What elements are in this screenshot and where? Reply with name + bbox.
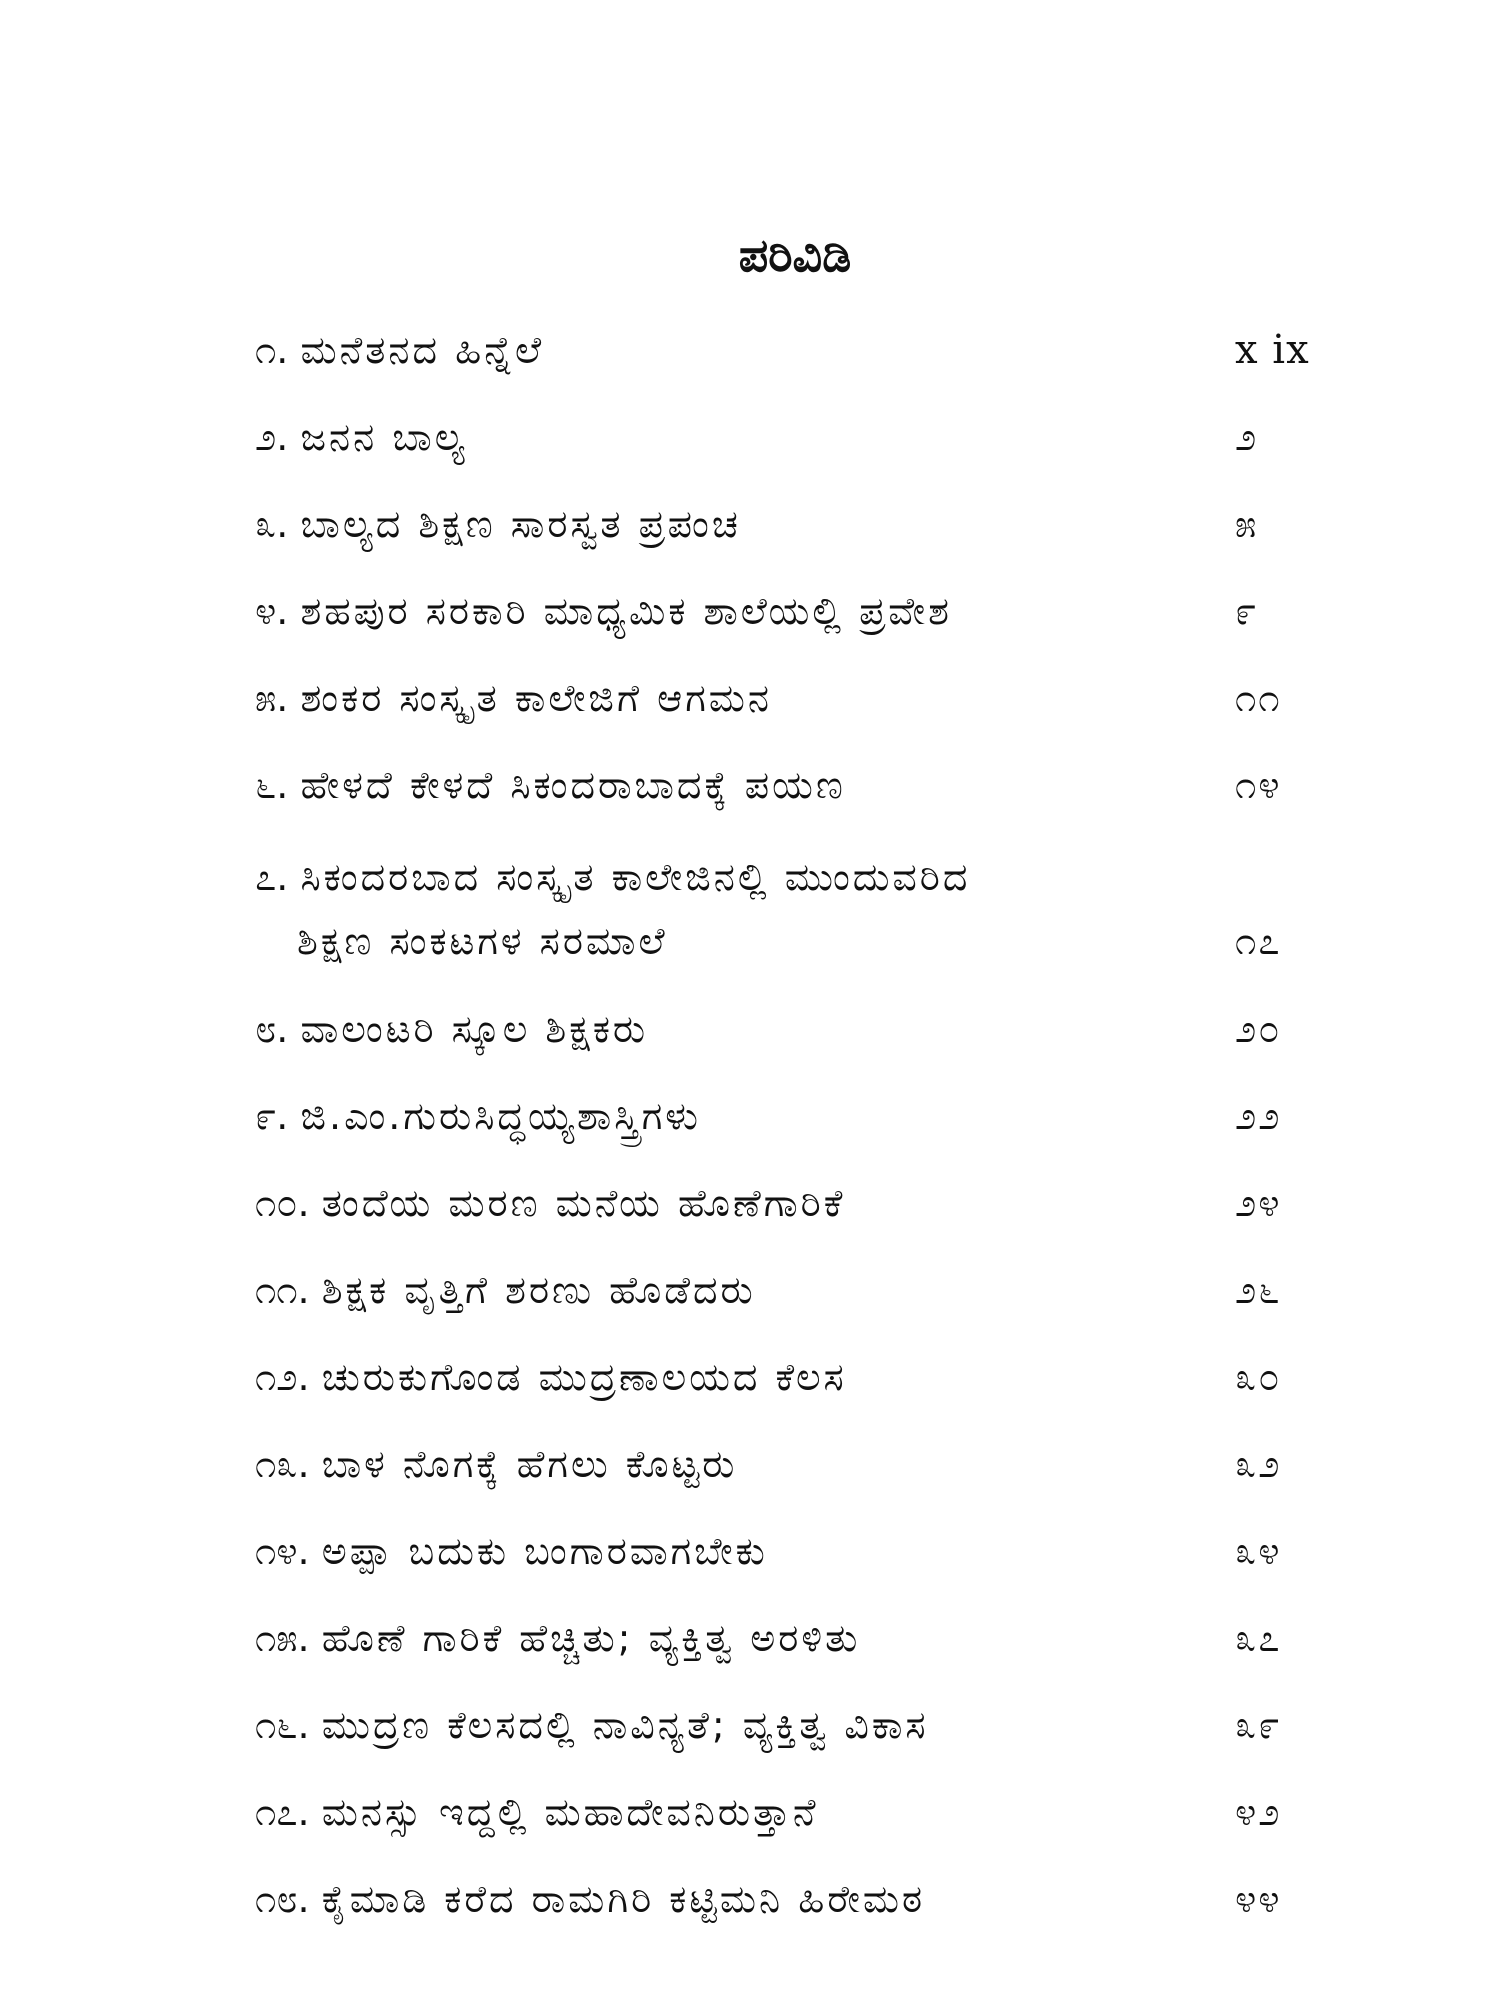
entry-number: ೫. [255,676,289,720]
entry-page: ೨ [1235,415,1259,459]
toc-entry-17 [255,1780,1325,1844]
entry-page: ೫ [1235,502,1259,546]
entry-title: ಜನನ ಬಾಲ್ಯ [300,415,468,459]
entry-number: ೨. [255,415,289,459]
toc-entry-3 [255,492,1325,556]
entry-page: ೨೪ [1235,1181,1282,1225]
entry-page: ೩೯ [1235,1703,1282,1747]
entry-title: ಹೇಳದೆ ಕೇಳದೆ ಸಿಕಂದರಾಬಾದಕ್ಕೆ ಪಯಣ [300,763,846,807]
entry-title: ಶಂಕರ ಸಂಸ್ಕೃತ ಕಾಲೇಜಿಗೆ ಆಗಮನ [300,676,773,720]
toc-entry-10 [255,1171,1325,1235]
entry-title: ಬಾಳ ನೊಗಕ್ಕೆ ಹೆಗಲು ಕೊಟ್ಟರು [321,1442,738,1486]
entry-number: ೧೬. [255,1703,310,1747]
entry-number: ೯. [255,1094,289,1138]
entry-number: ೧೨. [255,1355,310,1399]
toc-entry-2 [255,405,1325,469]
entry-number: ೧೮. [255,1877,310,1921]
entry-page: ೨೬ [1235,1268,1282,1312]
entry-title: ಅಪ್ಪಾ ಬದುಕು ಬಂಗಾರವಾಗಬೇಕು [321,1529,768,1573]
entry-page: ೨೦ [1235,1007,1282,1051]
entry-title: ಚುರುಕುಗೊಂಡ ಮುದ್ರಣಾಲಯದ ಕೆಲಸ [321,1355,847,1399]
toc-entry-5 [255,666,1325,730]
page-title: ಪರಿವಿಡಿ [738,228,852,282]
entry-number: ೮. [255,1007,289,1051]
entry-number: ೧೫. [255,1616,310,1660]
entry-page: ೨೨ [1235,1094,1282,1138]
entry-title: ಕೈಮಾಡಿ ಕರೆದ ರಾಮಗಿರಿ ಕಟ್ಟಿಮನಿ ಹಿರೇಮಠ [321,1877,926,1921]
entry-title: ಶಿಕ್ಷಕ ವೃತ್ತಿಗೆ ಶರಣು ಹೊಡೆದರು [321,1268,756,1312]
entry-title: ಸಿಕಂದರಬಾದ ಸಂಸ್ಕೃತ ಕಾಲೇಜಿನಲ್ಲಿ ಮುಂದುವರಿದ [300,855,971,899]
toc-entry-15 [255,1606,1325,1670]
toc-entry-7 [255,845,1325,973]
entry-page: ೩೪ [1235,1529,1282,1573]
entry-page: ೩೭ [1235,1616,1282,1660]
entry-title: ಮನಸ್ಸು ಇದ್ದಲ್ಲಿ ಮಹಾದೇವನಿರುತ್ತಾನೆ [321,1790,819,1834]
entry-title: ಮನೆತನದ ಹಿನ್ನೆಲೆ [300,328,545,372]
toc-entry-6 [255,753,1325,817]
entry-page: ೪೪ [1235,1877,1282,1921]
entry-page: ೩೨ [1235,1442,1282,1486]
toc-entry-16 [255,1693,1325,1757]
entry-title: ಜಿ.ಎಂ.ಗುರುಸಿದ್ಧಯ್ಯಶಾಸ್ತ್ರಿಗಳು [300,1094,702,1138]
toc-entry-8 [255,997,1325,1061]
toc-entry-11 [255,1258,1325,1322]
entry-title: ವಾಲಂಟರಿ ಸ್ಕೂಲ ಶಿಕ್ಷಕರು [300,1007,649,1051]
entry-number: ೧೧. [255,1268,310,1312]
toc-entry-13 [255,1432,1325,1496]
entry-page: ೧೪ [1235,763,1282,807]
entry-number: ೧. [255,328,289,372]
entry-number: ೧೭. [255,1790,310,1834]
entry-page: ೪೨ [1235,1790,1282,1834]
entry-title: ತಂದೆಯ ಮರಣ ಮನೆಯ ಹೊಣೆಗಾರಿಕೆ [321,1181,846,1225]
entry-number: ೧೦. [255,1181,310,1225]
entry-number: ೧೪. [255,1529,310,1573]
entry-title-continued: ಶಿಕ್ಷಣ ಸಂಕಟಗಳ ಸರಮಾಲೆ [297,919,668,963]
toc-entry-9 [255,1084,1325,1148]
entry-page: x ix [1235,327,1310,373]
entry-title: ಶಹಪುರ ಸರಕಾರಿ ಮಾಧ್ಯಮಿಕ ಶಾಲೆಯಲ್ಲಿ ಪ್ರವೇಶ [300,589,952,633]
entry-page: ೧೧ [1235,676,1282,720]
entry-title: ಬಾಲ್ಯದ ಶಿಕ್ಷಣ ಸಾರಸ್ವತ ಪ್ರಪಂಚ [300,502,741,546]
entry-title: ಹೊಣೆ ಗಾರಿಕೆ ಹೆಚ್ಚಿತು; ವ್ಯಕ್ತಿತ್ವ ಅರಳಿತು [321,1616,861,1660]
entry-page: ೯ [1235,589,1259,633]
toc-entry-18 [255,1867,1325,1931]
toc-entry-12 [255,1345,1325,1409]
entry-number: ೬. [255,763,289,807]
entry-number: ೧೩. [255,1442,310,1486]
entry-page: ೩೦ [1235,1355,1282,1399]
toc-entry-4 [255,579,1325,643]
toc-entry-1 [255,318,1325,382]
entry-page: ೧೭ [1235,919,1282,963]
entry-number: ೩. [255,502,289,546]
entry-number: ೪. [255,589,289,633]
entry-number: ೭. [255,855,289,899]
entry-title: ಮುದ್ರಣ ಕೆಲಸದಲ್ಲಿ ನಾವಿನ್ಯತೆ; ವ್ಯಕ್ತಿತ್ವ ವಿಕಾಸ [321,1703,929,1747]
toc-entry-14 [255,1519,1325,1583]
